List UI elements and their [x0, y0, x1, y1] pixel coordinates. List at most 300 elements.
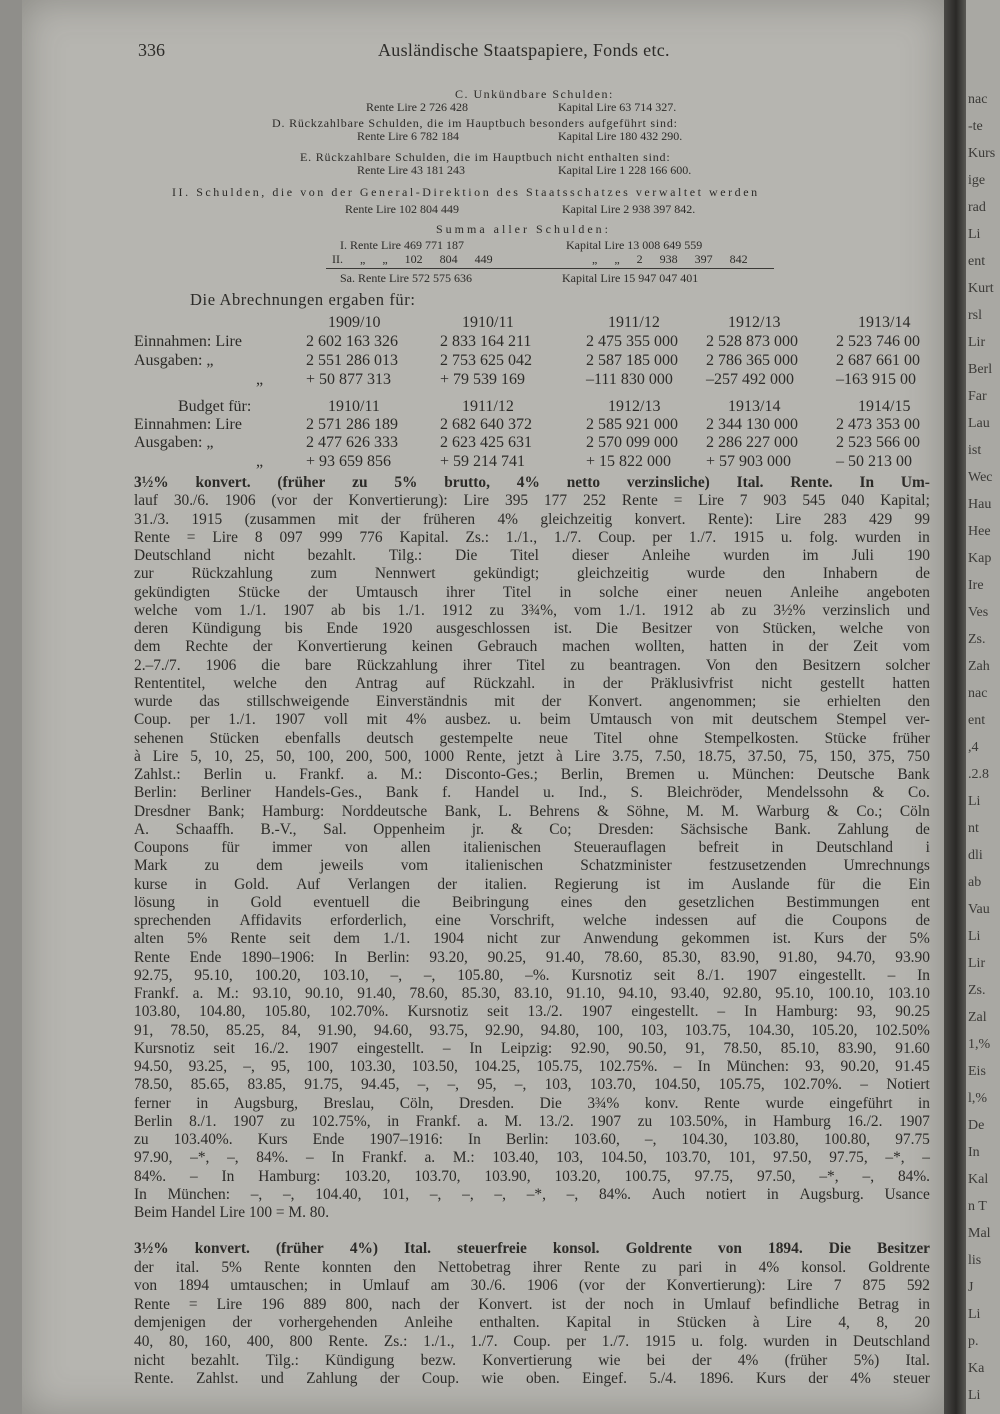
word: i [925, 839, 930, 856]
word: Zahlung [306, 1370, 358, 1388]
word: ohne [648, 729, 679, 747]
word: 1./1., [505, 528, 538, 546]
word: Berlin: [134, 784, 177, 802]
word: ab [331, 601, 346, 619]
word: 25, [244, 747, 264, 765]
word: 196 [261, 1295, 285, 1313]
word: 4% [850, 1370, 871, 1388]
word: verzinsliche) [626, 474, 710, 491]
word: Kursnotiz [134, 1039, 195, 1057]
word: 91, [134, 1021, 154, 1039]
word: dem [134, 638, 161, 656]
text-line [134, 1352, 930, 1370]
word: Einverständnis [375, 693, 468, 710]
word: Lire [775, 510, 802, 528]
word: gestempelte [439, 729, 513, 747]
word: 97.75, [829, 1149, 868, 1167]
word: München: [731, 766, 795, 783]
word: f. [442, 784, 452, 802]
word: à [752, 1314, 760, 1332]
word: –, [227, 1149, 239, 1167]
word: Mark [134, 857, 168, 875]
word: wurde [686, 565, 726, 583]
word: Rückzahl. [473, 674, 536, 692]
word: 8, [876, 1314, 888, 1332]
word: hatten [892, 674, 930, 692]
word: 252 [582, 492, 607, 510]
word: 91.40, [545, 948, 585, 966]
word: in [563, 674, 576, 692]
budget-cell: 2 585 921 000 [586, 416, 678, 433]
word: 1894 [178, 1277, 210, 1295]
word: pari [678, 1258, 703, 1276]
word: Kapital [566, 1314, 612, 1332]
word: die [401, 893, 421, 911]
word: Deutschland [134, 547, 211, 564]
budget-cell: 2 523 566 00 [836, 434, 920, 451]
word: 103.30, [349, 1058, 396, 1075]
next-page-fragment: Zs. [968, 632, 986, 647]
word: 1912 [441, 601, 473, 619]
word: Rente [263, 1258, 300, 1276]
word: in [672, 1295, 685, 1313]
word: Ende [189, 948, 222, 966]
word: Stempelkosten. [704, 729, 799, 747]
word: Verlangen [347, 875, 410, 893]
word: 102.75%. [598, 1058, 658, 1075]
word: Titel [516, 656, 546, 674]
word: 16./2. [253, 1039, 289, 1057]
word: deren [134, 620, 169, 637]
text-line [134, 492, 930, 510]
word: 95, [270, 1058, 291, 1075]
word: zum [310, 565, 337, 583]
budget-cell: – 50 213 00 [836, 453, 912, 470]
text-line [134, 693, 930, 711]
next-page-fragment: ist [968, 443, 982, 458]
word: 776 [359, 528, 383, 546]
budget-row-label: Einnahmen: Lire [134, 416, 242, 433]
word: folg. [809, 528, 838, 546]
word: Hamburg: [258, 1167, 321, 1185]
word: oben. [525, 1370, 560, 1388]
text-line [134, 638, 930, 656]
word: angeboten [866, 583, 930, 601]
word: 92.90, [570, 1039, 610, 1057]
next-page-fragment: Li [968, 1307, 981, 1322]
word: 102.50% [874, 1021, 930, 1039]
next-page-fragment: l,% [968, 1091, 988, 1106]
word: 103.10, [322, 966, 369, 984]
word: Besitzern [802, 656, 861, 674]
word: 1000 [423, 747, 455, 765]
word: Rechte [185, 638, 228, 656]
word: Bank; [207, 802, 245, 820]
word: solche [599, 583, 639, 601]
word: nach [391, 1295, 421, 1313]
word: 10, [213, 747, 233, 765]
word: 1912 [662, 601, 694, 619]
next-page-fragment: nac [968, 92, 988, 107]
word: Lire [216, 1295, 243, 1313]
word: Präklusivfrist [650, 674, 734, 692]
accounts-cell: 2 786 365 000 [706, 352, 798, 369]
next-page-fragment: Li [968, 794, 981, 809]
word: 100.10, [827, 985, 874, 1002]
accounts-row-label: „ [256, 371, 264, 388]
word: 103, [544, 1076, 572, 1094]
word: Ital. [736, 474, 764, 491]
word: ist [645, 875, 661, 893]
word: Deutsche [817, 766, 875, 783]
word: 97.75, [694, 1167, 734, 1185]
word: 3¾% [587, 1094, 620, 1112]
accounts-year: 1912/13 [728, 314, 781, 331]
word: von [715, 620, 739, 637]
word: einer [666, 583, 698, 601]
budget-year: 1910/11 [328, 398, 380, 415]
word: 18.75, [697, 747, 736, 765]
budget-row-label: „ [256, 453, 264, 470]
word: In [469, 1039, 483, 1057]
word: Nennwert [374, 565, 436, 583]
word: Bank, [444, 802, 481, 820]
word: von [670, 711, 694, 729]
word: deutsch [366, 729, 414, 747]
word: gesetzlichen [678, 893, 755, 911]
debt-ii-title: II. Schulden, die von der General-Direktion des Staatsschatzes verwaltet werden [172, 185, 760, 199]
word: jeweils [319, 857, 364, 875]
word: indessen [655, 912, 709, 929]
sum-rule [326, 268, 774, 269]
word: folg. [718, 1333, 748, 1350]
next-page-fragment: rad [968, 200, 986, 215]
text-line [134, 912, 930, 930]
word: (zusammen [244, 510, 316, 528]
word: den [624, 893, 647, 911]
word: mit [712, 711, 733, 729]
word: zu [134, 1131, 149, 1148]
accounts-year: 1913/14 [858, 314, 911, 331]
word: 100, [596, 1021, 624, 1039]
text-line [134, 1131, 930, 1149]
accounts-cell: 2 587 185 000 [586, 352, 678, 369]
word: 105.75, [718, 1076, 765, 1094]
word: den [762, 565, 786, 583]
word: 102.70%. [783, 1076, 843, 1094]
next-page-fragment: p. [968, 1334, 979, 1349]
word: Titel [593, 729, 623, 747]
word: eingeführt [829, 1094, 893, 1112]
word: Augsburg, [233, 1094, 298, 1112]
word: ebenfalls [285, 729, 341, 747]
debt-ii-rente: Rente Lire 102 804 449 [345, 202, 459, 216]
word: per [652, 528, 673, 546]
word: 97.75 [895, 1131, 930, 1148]
word: Umtausch [589, 711, 652, 729]
word: gekündigt; [473, 565, 540, 583]
word: Vorschrift, [489, 912, 555, 929]
word: welche [582, 912, 627, 929]
word: der [437, 875, 458, 893]
accounts-cell: 2 551 286 013 [306, 352, 398, 369]
word: 78.50, [170, 1021, 209, 1039]
word: Anleihe [790, 583, 839, 601]
word: eingestellt. [798, 966, 866, 984]
word: 1./7. [554, 528, 582, 546]
word: 13./2. [538, 1112, 574, 1130]
word: 94.60, [373, 1021, 413, 1039]
word: 92.75, [134, 966, 173, 984]
word: M.: [400, 766, 423, 783]
word: Rente [134, 528, 170, 546]
word: seit [289, 930, 311, 948]
word: ferner [134, 1094, 171, 1112]
word: 97.50, [773, 1149, 812, 1167]
next-page-fragment: ,4 [968, 740, 979, 755]
word: Rente [621, 492, 658, 510]
text-line [134, 857, 930, 875]
word: Die [455, 547, 478, 564]
word: im [802, 547, 819, 564]
word: neue [538, 729, 568, 747]
next-page-fragment: Vau [968, 902, 990, 917]
word: In [331, 1149, 345, 1167]
word: mit [337, 510, 359, 528]
word: bei [646, 1351, 666, 1369]
word: 1907 [233, 1112, 264, 1130]
word: (früher [277, 474, 326, 491]
adjacent-page-edge [966, 0, 1000, 1414]
word: Ende [312, 1131, 345, 1148]
word: von [134, 1277, 158, 1295]
word: verzinslich [822, 601, 890, 619]
word: Warburg [756, 802, 810, 820]
word: Coupons [134, 839, 189, 856]
next-page-fragment: Lir [968, 335, 986, 350]
sum-i-rente: I. Rente Lire 469 771 187 [340, 238, 464, 252]
word: Rententitel, [134, 674, 206, 692]
word: Zahlst. [196, 1370, 239, 1388]
word: per [189, 711, 210, 729]
word: 100, [306, 747, 334, 765]
budget-cell: 2 570 099 000 [586, 434, 678, 451]
word: 30./6. [470, 1277, 506, 1295]
word: 1907 [581, 1003, 613, 1021]
word: Lire [463, 492, 490, 510]
word: 104.80, [199, 1003, 246, 1021]
word: Leipzig: [500, 1039, 553, 1057]
word: Inhabern [822, 565, 878, 583]
word: 90.25, [487, 948, 527, 966]
word: 83.90, [720, 948, 760, 966]
word: Handel [474, 784, 520, 802]
word: 91.75, [304, 1076, 343, 1094]
word: –*, [885, 1149, 905, 1167]
word: der [380, 510, 401, 528]
text-line [134, 602, 930, 620]
word: wurden [854, 528, 901, 546]
word: Zs.: [465, 528, 490, 546]
word: zu [570, 656, 585, 674]
word: die [261, 656, 281, 674]
word: 190 [906, 547, 930, 564]
word: 1906 [526, 1277, 558, 1295]
text-line: Beim Handel Lire 100 = M. 80. [134, 1204, 330, 1221]
word: eventuell [313, 893, 370, 911]
word: Berlin: [366, 948, 410, 966]
text-line [134, 1040, 930, 1058]
next-page-fragment: Li [968, 929, 981, 944]
accounts-cell: + 50 877 313 [306, 371, 392, 388]
text-line [134, 1259, 930, 1277]
word: –, [494, 1185, 506, 1203]
word: 200, [345, 747, 373, 765]
word: Konvertierung): [666, 1277, 766, 1295]
text-line [134, 1296, 930, 1314]
word: und [260, 1370, 284, 1388]
word: Kündigung [191, 620, 262, 637]
word: Zeit [853, 638, 878, 656]
word: eingestellt. [356, 1039, 425, 1057]
word: Zs.: [383, 1333, 408, 1350]
next-page-fragment: Berl [968, 362, 993, 377]
word: in [194, 875, 207, 893]
word: Besitzer [877, 1240, 930, 1257]
word: 103, [640, 1021, 668, 1039]
word: –, [390, 966, 403, 984]
word: 105.75, [536, 1058, 583, 1075]
word: von [344, 839, 368, 856]
budget-cell: 2 682 640 372 [440, 416, 532, 433]
next-page-fragment: Li [968, 227, 981, 242]
accounts-cell: 2 602 163 326 [306, 333, 398, 350]
word: 104.30, [748, 1021, 795, 1039]
word: 875 [862, 1277, 886, 1295]
word: für [816, 875, 835, 893]
word: ihrer [462, 656, 492, 674]
word: 105.20, [811, 1021, 858, 1039]
word: deutschem [751, 711, 818, 729]
word: der [439, 1295, 460, 1313]
word: 101, [728, 1149, 756, 1167]
word: –, [282, 1185, 295, 1203]
word: Rente [134, 1295, 170, 1313]
word: 95.10, [194, 966, 233, 984]
word: vom [573, 601, 602, 619]
word: à [555, 747, 563, 765]
word: demjenigen [134, 1314, 206, 1332]
word: Bank. [774, 820, 811, 838]
word: 3½% [134, 1240, 169, 1257]
next-page-fragment: Lir [968, 956, 986, 971]
word: & [597, 802, 609, 820]
debt-d-rente: Rente Lire 6 782 184 [357, 129, 459, 143]
word: M. [686, 802, 704, 820]
next-page-fragment: J [968, 1280, 974, 1295]
word: 4% [516, 474, 540, 491]
budget-row-label: Ausgaben: „ [134, 434, 214, 451]
word: wollten, [634, 638, 685, 656]
word: voll [323, 711, 348, 729]
word: Gold [250, 893, 282, 911]
word: Bleichröder, [666, 784, 743, 802]
word: Berliner [200, 784, 251, 802]
budget-label: Budget für: [178, 398, 252, 415]
word: –, [644, 1131, 657, 1148]
word: Stücke [238, 583, 280, 601]
word: 85.30, [662, 948, 701, 966]
word: Titel [510, 547, 539, 564]
text-line [134, 1168, 930, 1186]
word: 94.80, [540, 1021, 580, 1039]
word: Kursnotiz [571, 966, 633, 984]
word: 889 [303, 1295, 327, 1313]
word: zu [641, 1258, 657, 1276]
word: 1907–1916: [369, 1131, 443, 1148]
next-page-fragment: Hau [968, 497, 992, 512]
budget-year: 1911/12 [462, 398, 514, 415]
word: Disconto-Ges.; [445, 766, 538, 783]
word: ab [710, 601, 725, 619]
word: – [717, 1003, 726, 1021]
word: bis [284, 620, 303, 637]
word: der [866, 930, 887, 948]
word: 83.90, [838, 1039, 877, 1057]
next-page-fragment: Ves [968, 605, 989, 620]
debt-c-kapital: Kapital Lire 63 714 327. [558, 100, 677, 114]
word: 75, [798, 747, 818, 765]
word: Oppenheim [373, 820, 446, 838]
word: gleichzeitig [576, 565, 649, 583]
word: keinen [411, 638, 453, 656]
word: 95, [477, 1076, 497, 1094]
word: 3¾%, [521, 601, 557, 619]
accounts-row-label: Einnahmen: Lire [134, 333, 242, 350]
word: 90.10, [305, 985, 344, 1002]
word: bare [305, 656, 332, 674]
word: italienischen [465, 857, 544, 875]
word: zu [637, 1112, 653, 1130]
word: welche [134, 601, 178, 619]
word: italien. [484, 875, 527, 893]
word: 100.80, [823, 1131, 871, 1148]
word: 395 [505, 492, 529, 510]
word: Die [828, 1240, 851, 1257]
word: 3½% [773, 601, 806, 619]
word: Berlin [203, 766, 242, 783]
word: und [906, 601, 930, 619]
word: nicht [761, 674, 793, 692]
word: Rente [583, 1258, 620, 1276]
word: 37.50, [747, 747, 787, 765]
next-page-fragment: rsl [968, 308, 982, 323]
word: 4% [405, 711, 427, 729]
word: Umrechnungs [843, 857, 930, 875]
word: de [915, 565, 930, 583]
word: 31./3. [134, 510, 170, 528]
word: konvert. [194, 1240, 250, 1257]
word: 97.90, [134, 1149, 173, 1167]
word: – [922, 1149, 930, 1167]
word: 1920 [381, 620, 413, 637]
sum-ii-rente: II. „ „ 102 804 449 [332, 252, 493, 266]
word: Anleihe [641, 547, 691, 564]
word: Berlin: [505, 1131, 549, 1148]
word: 16./2. [847, 1112, 883, 1130]
word: –, [250, 1185, 263, 1203]
accounts-cell: –111 830 000 [586, 371, 673, 388]
